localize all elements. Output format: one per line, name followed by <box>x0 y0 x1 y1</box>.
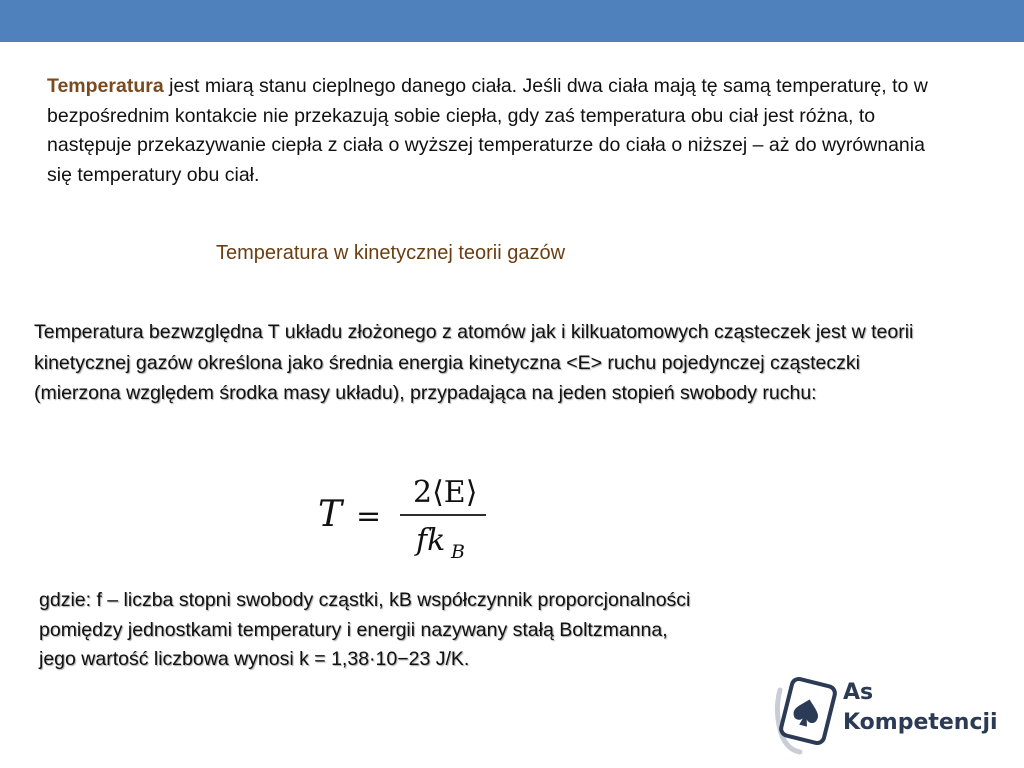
top-bar <box>0 0 1024 42</box>
logo-text <box>843 678 998 738</box>
formula-equals: = <box>356 499 382 534</box>
temperature-formula <box>316 466 506 562</box>
card-spade-icon <box>770 672 842 758</box>
where-line-1: gdzie: f – liczba stopni swobody cząstki, kB współczynnik proporcjonalności <box>39 589 691 611</box>
formula-denominator-subscript: B <box>451 541 465 562</box>
formula-lhs: T <box>318 494 343 535</box>
formula-graphic <box>316 466 506 562</box>
where-line-2: pomiędzy jednostkami temperatury i energii nazywany stałą Boltzmanna, <box>39 618 668 641</box>
intro-term: Temperatura <box>47 75 164 97</box>
formula-denominator: fk <box>416 523 446 558</box>
where-paragraph <box>39 586 879 675</box>
intro-paragraph <box>47 72 947 190</box>
logo-line-2: Kompetencji <box>843 710 998 735</box>
definition-paragraph: Temperatura bezwzględna T układu złożonego z atomów jak i kilkuatomowych cząsteczek jest w teorii kinetycznej gazów określona jako średnia energia kinetyczna <E> ruchu pojedynczej cząsteczki (mierzona względem środka masy układu), przypadająca na jeden stopień swobody ruchu: <box>34 321 914 404</box>
where-line-3: jego wartość liczbowa wynosi k = 1,38·10−23 J/K. <box>39 648 470 670</box>
logo-line-1: As <box>843 680 874 705</box>
logo <box>770 672 1010 758</box>
section-title: Temperatura w kinetycznej teorii gazów <box>216 242 566 264</box>
formula-numerator: 2⟨E⟩ <box>413 475 478 510</box>
intro-text: jest miarą stanu cieplnego danego ciała. Jeśli dwa ciała mają tę samą temperaturę, to w bezpośrednim kontakcie nie przekazują sobie ciepła, gdy zaś temperatura obu ciał jest różna, to następuje przekazywanie ciepła z ciała o wyższej temperaturze do ciała o niższej – aż do wyrównania się temperatury obu ciał. <box>47 75 928 186</box>
